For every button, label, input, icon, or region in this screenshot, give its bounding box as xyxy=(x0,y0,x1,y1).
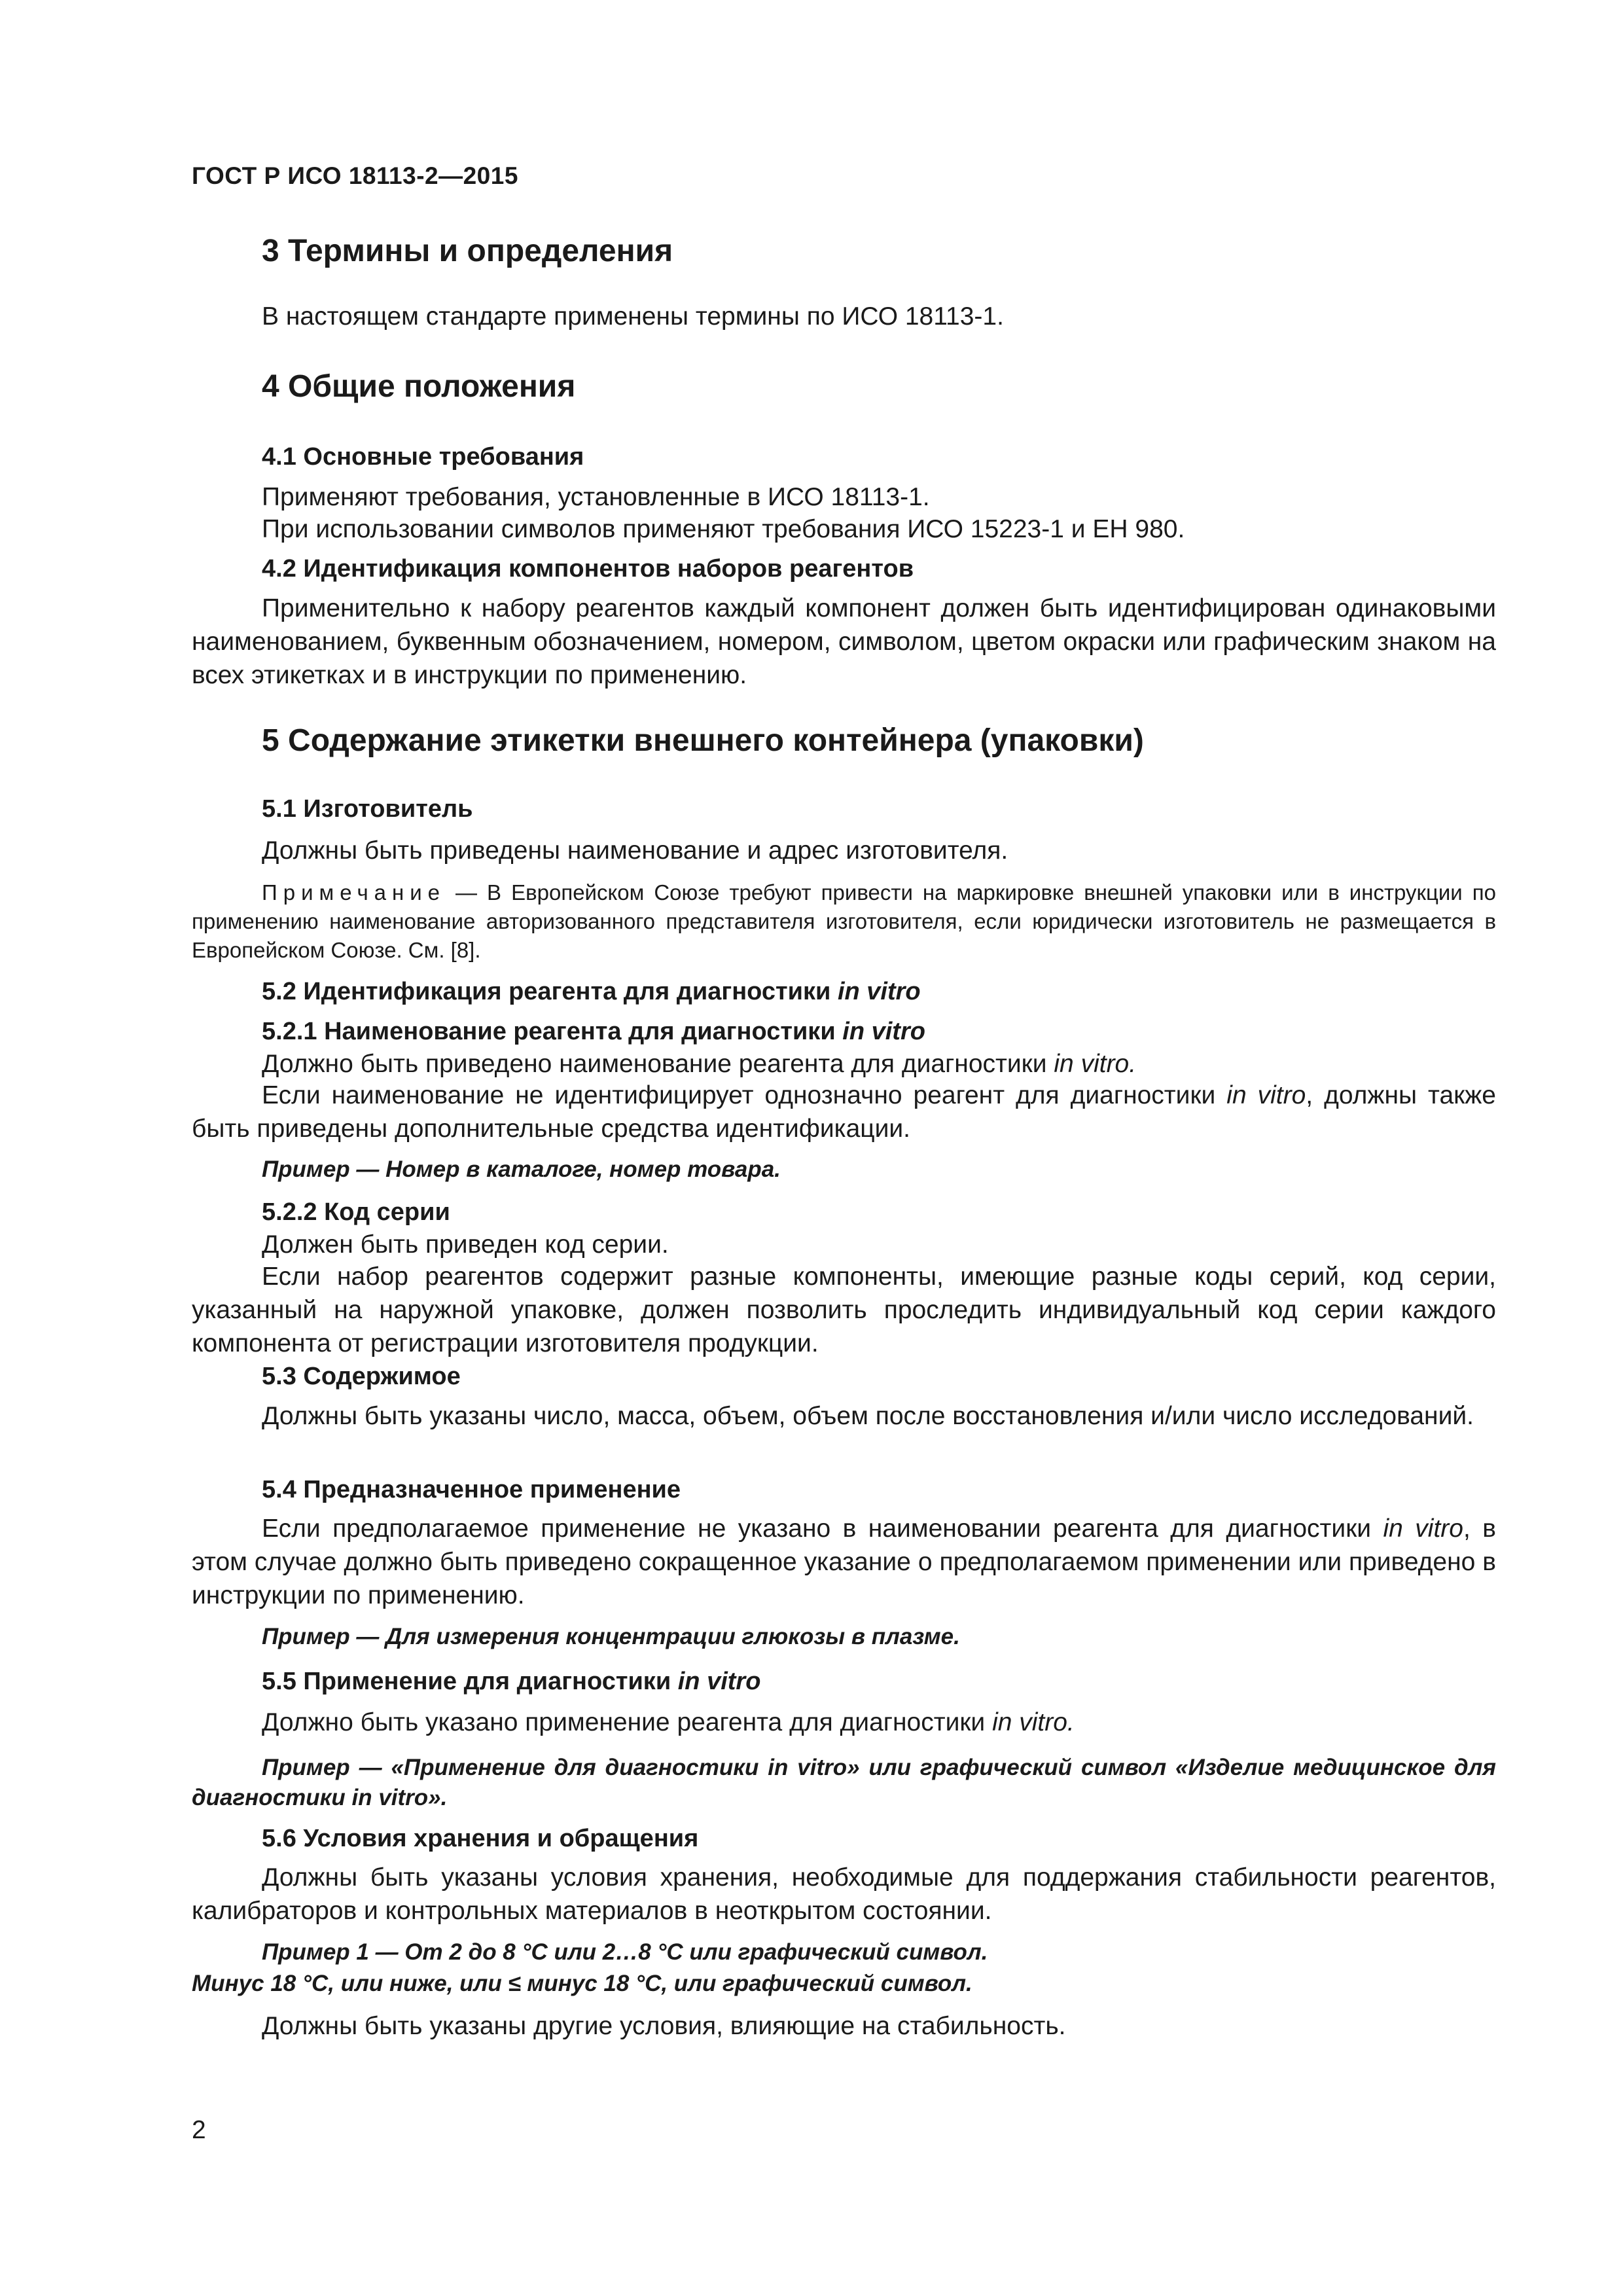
section-5-5-example: Пример — «Применение для диагностики in vitro» или графический символ «Изделие медицинское для диагностики in vitro». xyxy=(192,1755,1496,1810)
section-4-heading: 4 Общие положения xyxy=(262,369,576,404)
section-3-heading: 3 Термины и определения xyxy=(262,234,673,268)
section-3-paragraph: В настоящем стандарте применены термины по ИСО 18113-1. xyxy=(262,302,1004,331)
section-5-2-1-example: Пример — Номер в каталоге, номер товара. xyxy=(262,1157,781,1182)
section-5-heading: 5 Содержание этикетки внешнего контейнера (упаковки) xyxy=(262,723,1144,758)
section-5-3-paragraph: Должны быть указаны число, масса, объем, объем после восстановления и/или число исследований. xyxy=(262,1402,1474,1430)
section-5-5-heading: 5.5 Применение для диагностики in vitro xyxy=(262,1668,761,1695)
section-5-1-paragraph: Должны быть приведены наименование и адрес изготовителя. xyxy=(262,836,1008,865)
section-5-4-example: Пример — Для измерения концентрации глюкозы в плазме. xyxy=(262,1624,960,1649)
section-5-2-1-paragraph-1: Должно быть приведено наименование реагента для диагностики in vitro. xyxy=(262,1050,1137,1078)
page-number: 2 xyxy=(192,2116,206,2144)
section-4-1-paragraph-1: Применяют требования, установленные в ИСО 18113-1. xyxy=(262,483,930,511)
section-5-1-heading: 5.1 Изготовитель xyxy=(262,795,473,823)
section-4-2-heading: 4.2 Идентификация компонентов наборов реагентов xyxy=(262,555,914,583)
section-5-2-1-paragraph-2: Если наименование не идентифицирует однозначно реагент для диагностики in vitro, должны также быть приведены дополнительные средства идентификации. xyxy=(192,1081,1496,1143)
section-5-5-paragraph: Должно быть указано применение реагента для диагностики in vitro. xyxy=(262,1708,1075,1736)
section-5-2-2-heading: 5.2.2 Код серии xyxy=(262,1198,450,1226)
section-5-3-heading: 5.3 Содержимое xyxy=(262,1363,461,1390)
section-4-2-paragraph: Применительно к набору реагентов каждый компонент должен быть идентифицирован одинаковыми наименованием, буквенным обозначением, номером, символом, цветом окраски или графическим знаком на всех этикетках и в инструкции по применению. xyxy=(192,594,1496,689)
section-5-4-paragraph: Если предполагаемое применение не указано в наименовании реагента для диагностики in vitro, в этом случае должно быть приведено сокращенное указание о предполагаемом применении или приведено в инструкции по применению. xyxy=(192,1515,1496,1609)
section-5-4-heading: 5.4 Предназначенное применение xyxy=(262,1476,681,1503)
section-4-1-heading: 4.1 Основные требования xyxy=(262,443,584,471)
section-5-2-heading: 5.2 Идентификация реагента для диагностики in vitro xyxy=(262,978,921,1005)
section-5-6-paragraph-1: Должны быть указаны условия хранения, необходимые для поддержания стабильности реагентов, калибраторов и контрольных материалов в неоткрытом состоянии. xyxy=(192,1863,1496,1925)
section-5-6-example-1: Пример 1 — От 2 до 8 °С или 2…8 °С или графический символ. xyxy=(262,1939,988,1965)
section-5-1-note: Примечание — В Европейском Союзе требуют привести на маркировке внешней упаковки или в инструкции по применению наименование авторизованного представителя изготовителя, если юридически изготовитель не размещается в Европейском Союзе. См. [8]. xyxy=(192,880,1496,962)
section-5-6-example-2: Минус 18 °С, или ниже, или ≤ минус 18 °С, или графический символ. xyxy=(192,1971,972,1996)
section-4-1-paragraph-2: При использовании символов применяют требования ИСО 15223-1 и ЕН 980. xyxy=(262,515,1185,543)
section-5-6-heading: 5.6 Условия хранения и обращения xyxy=(262,1825,699,1852)
document-header: ГОСТ Р ИСО 18113-2—2015 xyxy=(192,162,518,189)
section-5-2-2-paragraph-2: Если набор реагентов содержит разные компоненты, имеющие разные коды серий, код серии, указанный на наружной упаковке, должен позволить проследить индивидуальный код серии каждого компонента от регистрации изготовителя продукции. xyxy=(192,1263,1496,1357)
section-5-6-paragraph-2: Должны быть указаны другие условия, влияющие на стабильность. xyxy=(262,2012,1066,2040)
section-5-2-2-paragraph-1: Должен быть приведен код серии. xyxy=(262,1230,669,1259)
section-5-2-1-heading: 5.2.1 Наименование реагента для диагностики in vitro xyxy=(262,1018,925,1045)
